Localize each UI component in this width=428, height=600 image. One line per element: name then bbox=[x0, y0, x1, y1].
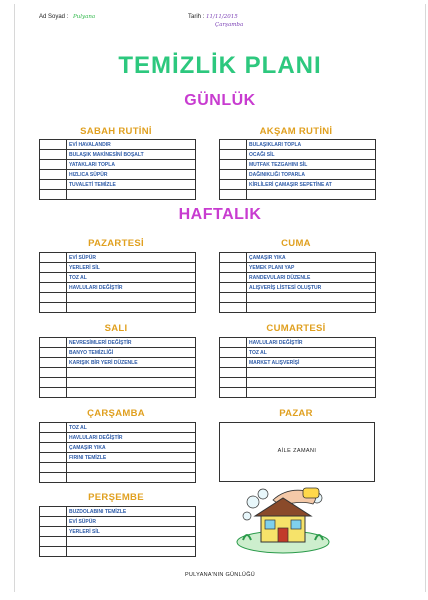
document-page bbox=[14, 4, 426, 592]
footer-text: PULYANA'NIN GÜNLÜĞÜ bbox=[184, 572, 256, 578]
saturday-table bbox=[219, 337, 376, 398]
table-row bbox=[40, 293, 196, 303]
table-row bbox=[40, 358, 196, 368]
task-cell: TOZ AL bbox=[247, 348, 376, 358]
table-row bbox=[220, 170, 376, 180]
table-row bbox=[40, 338, 196, 348]
table-row bbox=[220, 263, 376, 273]
table-row bbox=[40, 388, 196, 398]
table-row bbox=[40, 517, 196, 527]
table-row bbox=[40, 537, 196, 547]
task-cell: BULAŞIK MAKİNESİNİ BOŞALT bbox=[67, 150, 196, 160]
table-row bbox=[40, 263, 196, 273]
task-cell: EVİ HAVALANDIR bbox=[67, 140, 196, 150]
table-row bbox=[220, 140, 376, 150]
task-cell: TOZ AL bbox=[67, 423, 196, 433]
task-cell: DAĞINIKLIĞI TOPARLA bbox=[247, 170, 376, 180]
wednesday-title: ÇARŞAMBA bbox=[87, 408, 145, 419]
task-cell: MUTFAK TEZGAHINI SİL bbox=[247, 160, 376, 170]
task-cell: NEVRESİMLERİ DEĞİŞTİR bbox=[67, 338, 196, 348]
task-cell: ALIŞVERİŞ LİSTESİ OLUŞTUR bbox=[247, 283, 376, 293]
saturday-title: CUMARTESİ bbox=[266, 323, 326, 334]
daily-heading: GÜNLÜK bbox=[184, 92, 256, 109]
weekly-heading: HAFTALIK bbox=[178, 206, 262, 223]
task-cell: KARIŞIK BİR YERİ DÜZENLE bbox=[67, 358, 196, 368]
table-row bbox=[220, 190, 376, 200]
date-label: Tarih : bbox=[188, 14, 205, 20]
evening-routine-table bbox=[219, 139, 376, 200]
table-row bbox=[40, 253, 196, 263]
table-row bbox=[40, 423, 196, 433]
table-row bbox=[40, 160, 196, 170]
task-cell: HAVLULARI DEĞİŞTİR bbox=[67, 283, 196, 293]
tuesday-title: SALI bbox=[104, 323, 128, 334]
table-row bbox=[220, 293, 376, 303]
table-row bbox=[220, 378, 376, 388]
table-row bbox=[220, 338, 376, 348]
task-cell: ÇAMAŞIR YIKA bbox=[67, 443, 196, 453]
table-row bbox=[40, 348, 196, 358]
sunday-box bbox=[219, 422, 375, 482]
table-row bbox=[40, 190, 196, 200]
friday-title: CUMA bbox=[281, 238, 311, 249]
task-cell: EVİ SÜPÜR bbox=[67, 253, 196, 263]
thursday-table bbox=[39, 506, 196, 557]
table-row bbox=[40, 368, 196, 378]
monday-title: PAZARTESİ bbox=[88, 238, 144, 249]
table-row bbox=[40, 547, 196, 557]
thursday-title: PERŞEMBE bbox=[88, 492, 144, 503]
table-row bbox=[40, 463, 196, 473]
table-row bbox=[220, 273, 376, 283]
table-row bbox=[220, 253, 376, 263]
table-row bbox=[220, 283, 376, 293]
table-row bbox=[40, 140, 196, 150]
table-row bbox=[40, 433, 196, 443]
table-row bbox=[220, 348, 376, 358]
table-row bbox=[220, 358, 376, 368]
table-row bbox=[40, 170, 196, 180]
wednesday-table bbox=[39, 422, 196, 483]
task-cell: BULAŞIKLARI TOPLA bbox=[247, 140, 376, 150]
table-row bbox=[220, 180, 376, 190]
task-cell: TOZ AL bbox=[67, 273, 196, 283]
task-cell: YATAKLARI TOPLA bbox=[67, 160, 196, 170]
table-row bbox=[220, 368, 376, 378]
task-cell: YEMEK PLANI YAP bbox=[247, 263, 376, 273]
task-cell: HAVLULARI DEĞİŞTİR bbox=[67, 433, 196, 443]
task-cell: EVİ SÜPÜR bbox=[67, 517, 196, 527]
morning-routine-title: SABAH RUTİNİ bbox=[80, 126, 152, 137]
table-row bbox=[40, 283, 196, 293]
task-cell: HAVLULARI DEĞİŞTİR bbox=[247, 338, 376, 348]
task-cell: BANYO TEMİZLİĞİ bbox=[67, 348, 196, 358]
table-row bbox=[40, 150, 196, 160]
task-cell: TUVALETİ TEMİZLE bbox=[67, 180, 196, 190]
table-row bbox=[40, 378, 196, 388]
table-row bbox=[220, 303, 376, 313]
monday-table bbox=[39, 252, 196, 313]
name-label: Ad Soyad : bbox=[39, 14, 69, 20]
page-title: TEMİZLİK PLANI bbox=[118, 52, 322, 79]
house-cleaning-illustration-icon bbox=[233, 482, 333, 554]
table-row bbox=[40, 507, 196, 517]
friday-table bbox=[219, 252, 376, 313]
evening-routine-title: AKŞAM RUTİNİ bbox=[259, 126, 333, 137]
morning-routine-table bbox=[39, 139, 196, 200]
table-row bbox=[40, 473, 196, 483]
task-cell: MARKET ALIŞVERİŞİ bbox=[247, 358, 376, 368]
task-cell: YERLERİ SİL bbox=[67, 263, 196, 273]
sunday-note: AİLE ZAMANI bbox=[277, 448, 317, 454]
table-row bbox=[220, 388, 376, 398]
table-row bbox=[40, 443, 196, 453]
sunday-title: PAZAR bbox=[279, 408, 313, 419]
task-cell: BUZDOLABINI TEMİZLE bbox=[67, 507, 196, 517]
date-value: 11/11/2015 bbox=[206, 14, 238, 20]
task-cell: HIZLICA SÜPÜR bbox=[67, 170, 196, 180]
task-cell: RANDEVULARI DÜZENLE bbox=[247, 273, 376, 283]
task-cell: YERLERİ SİL bbox=[67, 527, 196, 537]
day-value: Çarşamba bbox=[215, 22, 244, 28]
table-row bbox=[40, 453, 196, 463]
table-row bbox=[40, 273, 196, 283]
table-row bbox=[40, 180, 196, 190]
table-row bbox=[40, 303, 196, 313]
table-row bbox=[220, 160, 376, 170]
table-row bbox=[220, 150, 376, 160]
task-cell: ÇAMAŞIR YIKA bbox=[247, 253, 376, 263]
tuesday-table bbox=[39, 337, 196, 398]
task-cell: OCAĞI SİL bbox=[247, 150, 376, 160]
name-value: Pulyana bbox=[73, 14, 96, 20]
table-row bbox=[40, 527, 196, 537]
task-cell: FIRINI TEMİZLE bbox=[67, 453, 196, 463]
task-cell: KİRLİLERİ ÇAMAŞIR SEPETİNE AT bbox=[247, 180, 376, 190]
